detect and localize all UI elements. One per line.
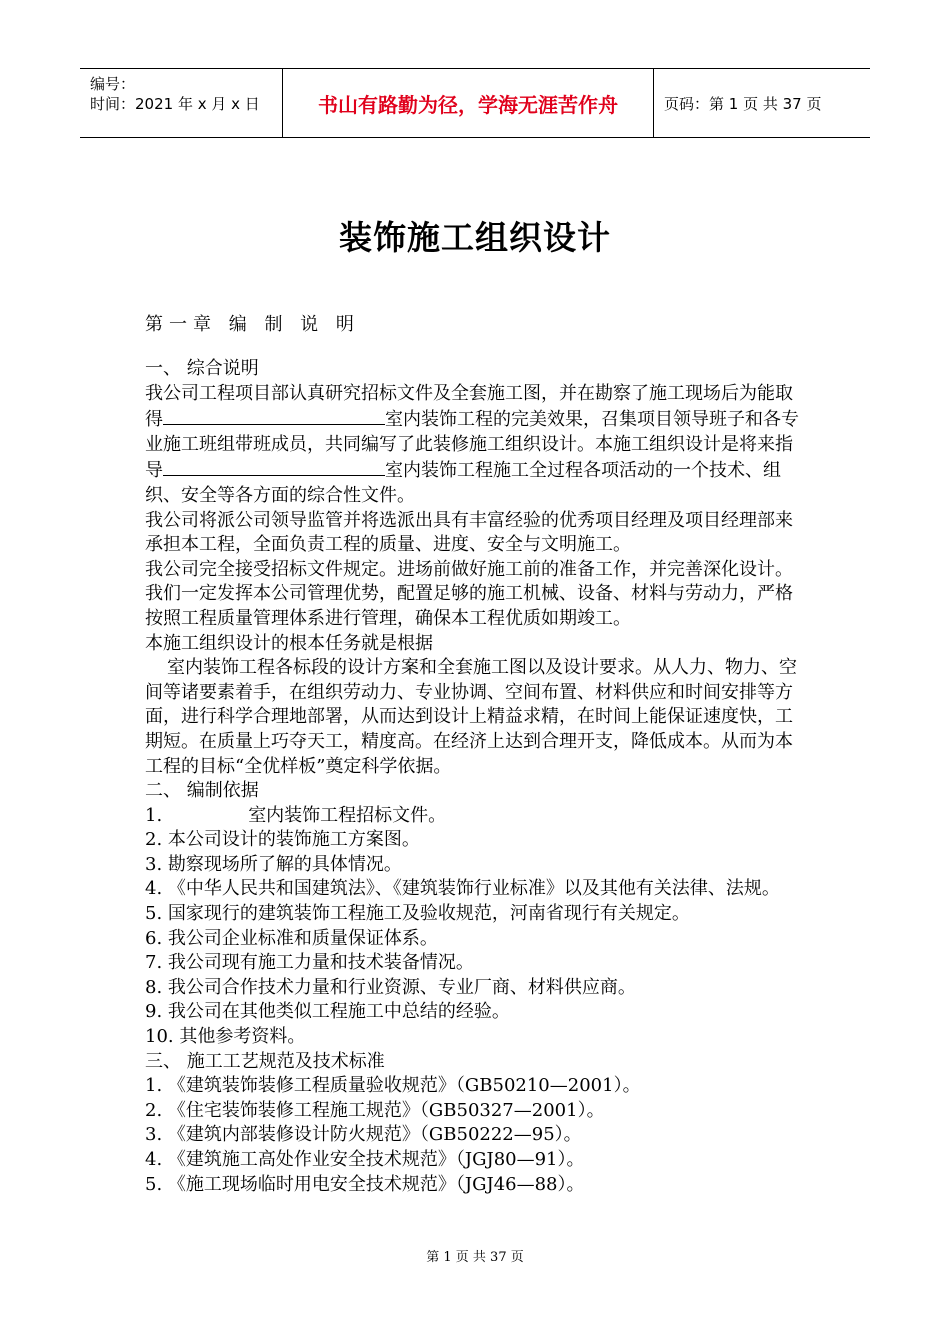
header-page-info: 页码：第 1 页 共 37 页 (664, 94, 822, 113)
list-item: 8. 我公司合作技术力量和行业资源、专业厂商、材料供应商。 (145, 976, 636, 998)
paragraph-text: 室内装饰工程的完美效果，召集项目领导班子和各专业施工班组带班成员，共同编写了此装修施工组织设计。本施工组织设计是将来指导 (145, 409, 799, 482)
paragraph: 我公司将派公司领导监管并将选派出具有丰富经验的优秀项目经理及项目经理部来承担本工程，全面负责工程的质量、进度、安全与文明施工。 (145, 509, 793, 556)
list-item: 10. 其他参考资料。 (145, 1026, 306, 1048)
list-item: 5. 国家现行的建筑装饰工程施工及验收规范，河南省现行有关规定。 (145, 903, 690, 925)
paragraph (145, 382, 810, 509)
section-heading: 一、 综合说明 (145, 358, 259, 379)
section-heading: 二、 编制依据 (145, 780, 259, 802)
doc-date: 时间：2021 年 x 月 x 日 (90, 95, 260, 113)
list-item: 9. 我公司在其他类似工程施工中总结的经验。 (145, 1001, 510, 1023)
list-item: 1. 《建筑装饰装修工程质量验收规范》（GB50210—2001）。 (145, 1075, 641, 1097)
paragraph: 我公司完全接受招标文件规定。进场前做好施工前的准备工作，并完善深化设计。我们一定发挥本公司管理优势，配置足够的施工机械、设备、材料与劳动力，严格按照工程质量管理体系进行管理，确保本工程优质如期竣工。 (145, 558, 793, 629)
blank-underline (163, 406, 385, 425)
list-item: 4. 《中华人民共和国建筑法》、《建筑装饰行业标准》以及其他有关法律、法规。 (145, 878, 780, 900)
chapter-heading: 第一章 编 制 说 明 (145, 314, 360, 335)
paragraph: 室内装饰工程各标段的设计方案和全套施工图以及设计要求。从人力、物力、空间等诸要素着手，在组织劳动力、专业协调、空间布置、材料供应和时间安排等方面，进行科学合理地部署，从而达到设计上精益求精，在时间上能保证速度快，工期短。在质量上巧夺天工，精度高。在经济上达到合理开支，降低成本。从而为本工程的目标“全优样板”奠定科学依据。 (145, 657, 797, 777)
page-footer: 第 1 页 共 37 页 (426, 1250, 524, 1265)
list-item: 3. 《建筑内部装修设计防火规范》（GB50222—95）。 (145, 1124, 582, 1146)
list-number: 1. (145, 804, 163, 826)
document-body (145, 357, 810, 1197)
list-text: 室内装饰工程招标文件。 (248, 804, 447, 826)
document-title: 装饰施工组织设计 (339, 218, 611, 257)
header-motto: 书山有路勤为径，学海无涯苦作舟 (283, 69, 654, 137)
list-item: 3. 勘察现场所了解的具体情况。 (145, 853, 402, 875)
list-item: 7. 我公司现有施工力量和技术装备情况。 (145, 952, 474, 974)
doc-number-label: 编号： (90, 75, 136, 93)
blank-underline (163, 457, 385, 476)
paragraph-text: 室内装饰工程施工全过程各项活动的一个技术、组织、安全等各方面的综合性文件。 (145, 460, 781, 506)
list-item: 2. 本公司设计的装饰施工方案图。 (145, 829, 420, 851)
page-header (80, 68, 870, 138)
list-item: 4. 《建筑施工高处作业安全技术规范》（JGJ80—91）。 (145, 1149, 585, 1170)
list-item (145, 804, 810, 829)
list-item: 5. 《施工现场临时用电安全技术规范》（JGJ46—88）。 (145, 1173, 585, 1195)
section-heading: 三、 施工工艺规范及技术标准 (145, 1050, 385, 1072)
header-meta-cell (80, 69, 283, 137)
paragraph: 本施工组织设计的根本任务就是根据 (145, 632, 433, 654)
paragraph-text: 我公司工程项目部认真研究招标文件及全套施工图，并在勘察了施工现场后为能取得 (145, 382, 793, 431)
list-item: 2. 《住宅装饰装修工程施工规范》（GB50327—2001）。 (145, 1099, 605, 1121)
list-item: 6. 我公司企业标准和质量保证体系。 (145, 927, 438, 949)
